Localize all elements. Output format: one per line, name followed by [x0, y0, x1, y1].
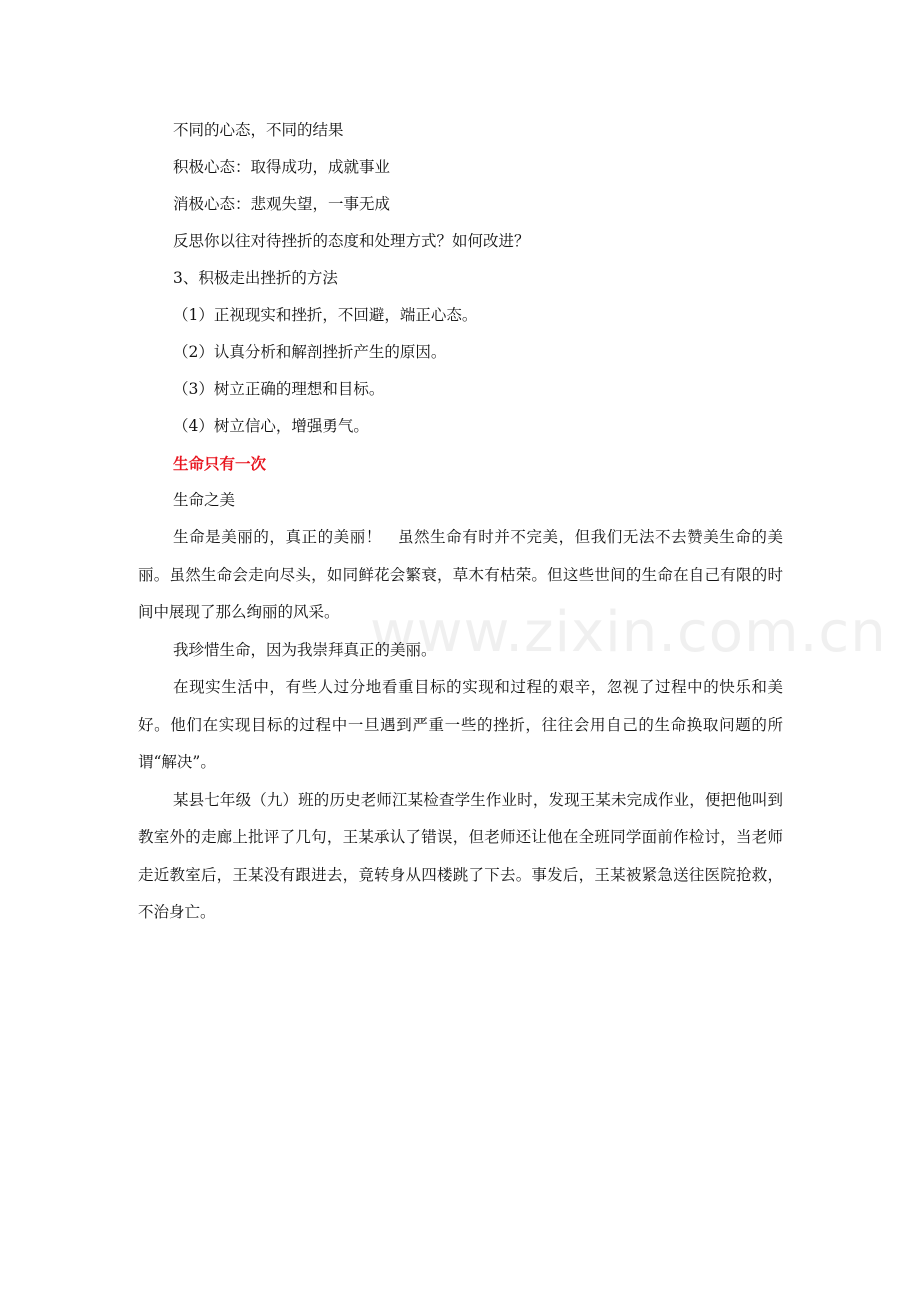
list-item: （4）树立信心，增强勇气。 — [173, 417, 369, 435]
subheading: 生命之美 — [173, 491, 236, 509]
section-title-methods: 3、积极走出挫折的方法 — [173, 269, 338, 287]
section-heading: 生命只有一次 — [173, 454, 267, 473]
paragraph: 生命是美丽的，真正的美丽！ 虽然生命有时并不完美，但我们无法不去赞美生命的美丽。虽然生命会走向尽头，如同鲜花会繁衰，草木有枯荣。但这些世间的生命在自己有限的时间中展现了那么绚丽的风采。 — [138, 528, 783, 621]
list-item: （2）认真分析和解剖挫折产生的原因。 — [173, 343, 447, 361]
paragraph: 我珍惜生命，因为我崇拜真正的美丽。 — [173, 640, 437, 659]
document-body — [138, 112, 783, 932]
text-line: 消极心态：悲观失望，一事无成 — [173, 195, 391, 213]
text-line: 反思你以往对待挫折的态度和处理方式？如何改进？ — [173, 232, 530, 250]
paragraph: 某县七年级（九）班的历史老师江某检查学生作业时，发现王某未完成作业，便把他叫到教室外的走廊上批评了几句，王某承认了错误，但老师还让他在全班同学面前作检讨，当老师走近教室后，王某没有跟进去，竟转身从四楼跳了下去。事发后，王某被紧急送往医院抢救，不治身亡。 — [138, 790, 783, 921]
watermark: www.zixin.com.cn — [370, 600, 887, 665]
paragraph: 在现实生活中，有些人过分地看重目标的实现和过程的艰辛，忽视了过程中的快乐和美好。他们在实现目标的过程中一旦遇到严重一些的挫折，往往会用自己的生命换取问题的所谓“解决”。 — [138, 678, 783, 771]
list-item: （3）树立正确的理想和目标。 — [173, 380, 385, 398]
text-line: 不同的心态，不同的结果 — [173, 121, 344, 139]
text-line: 积极心态：取得成功，成就事业 — [173, 158, 391, 176]
list-item: （1）正视现实和挫折，不回避，端正心态。 — [173, 306, 478, 324]
